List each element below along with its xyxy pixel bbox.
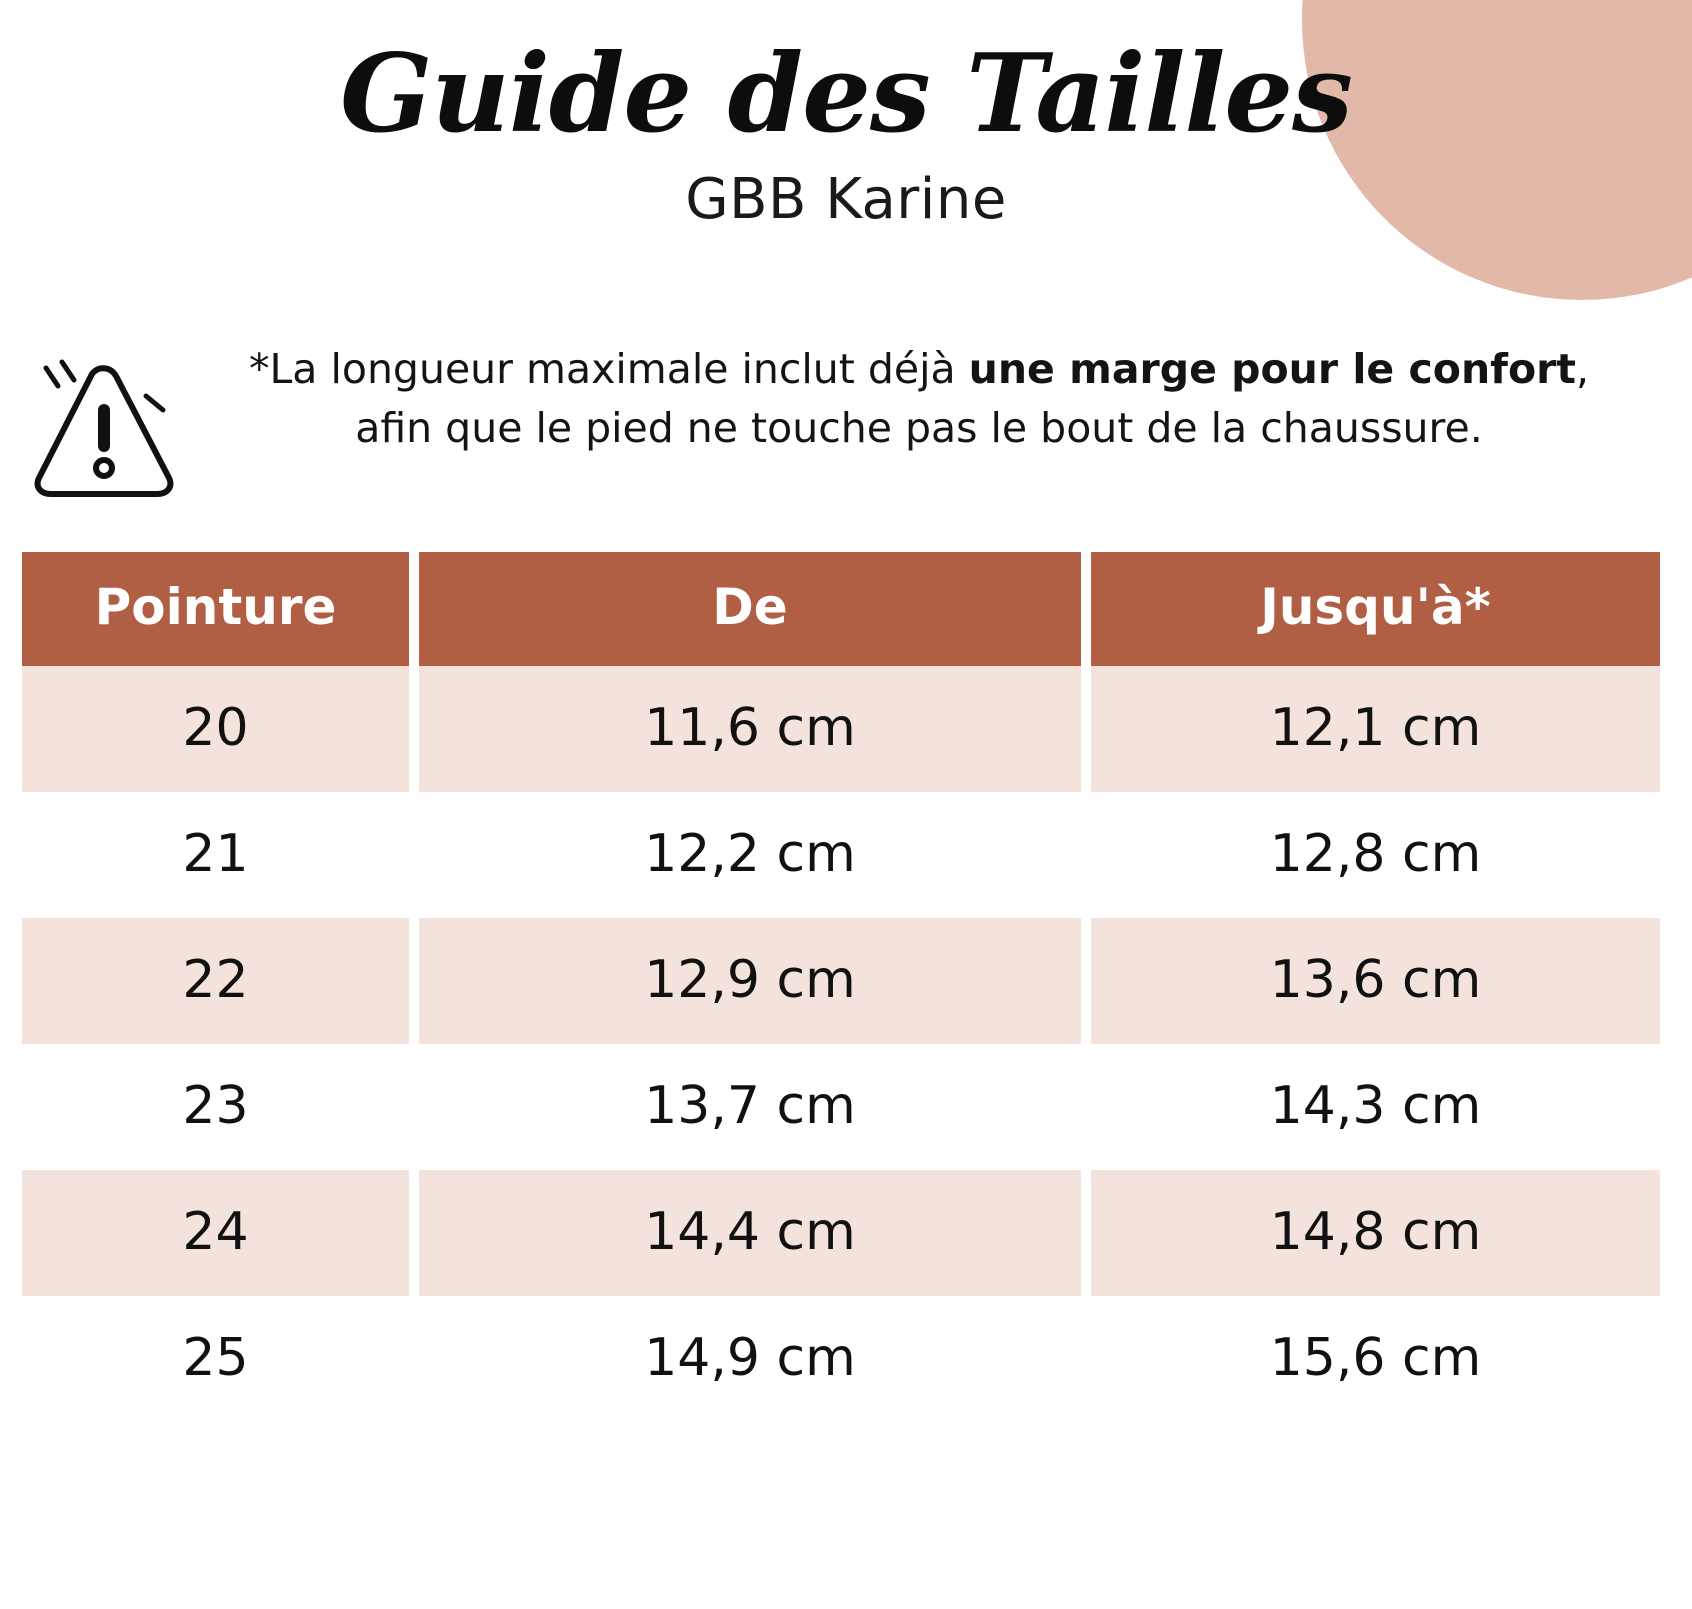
table-row: [22, 666, 1660, 792]
cell-jusqua: 15,6 cm: [1086, 1296, 1660, 1422]
note-part-2: ,: [1575, 345, 1590, 394]
page-title: Guide des Tailles: [340, 31, 1352, 157]
cell-pointure: 23: [22, 1044, 414, 1170]
page-subtitle: GBB Karine: [685, 167, 1007, 233]
cell-jusqua: 12,1 cm: [1086, 666, 1660, 792]
size-table: [22, 552, 1660, 1422]
table-header-row: [22, 552, 1660, 666]
cell-de: 11,6 cm: [414, 666, 1086, 792]
cell-pointure: 20: [22, 666, 414, 792]
comfort-note-text: [188, 340, 1668, 456]
cell-pointure: 22: [22, 918, 414, 1044]
note-part-1: *La longueur maximale inclut déjà: [248, 345, 969, 394]
warning-triangle-icon: [18, 340, 188, 506]
size-table-head: [22, 552, 1660, 666]
note-emphasis: une marge pour le confort: [968, 345, 1576, 394]
column-header-de: De: [414, 552, 1086, 666]
cell-de: 13,7 cm: [414, 1044, 1086, 1170]
cell-pointure: 21: [22, 792, 414, 918]
column-header-jusqua: Jusqu'à*: [1086, 552, 1660, 666]
table-row: [22, 792, 1660, 918]
comfort-note: [0, 340, 1692, 506]
table-row: [22, 1170, 1660, 1296]
cell-jusqua: 13,6 cm: [1086, 918, 1660, 1044]
cell-de: 14,4 cm: [414, 1170, 1086, 1296]
cell-pointure: 25: [22, 1296, 414, 1422]
cell-de: 12,2 cm: [414, 792, 1086, 918]
note-line-2: afin que le pied ne touche pas le bout de la chaussure.: [355, 403, 1483, 452]
table-row: [22, 1296, 1660, 1422]
cell-de: 14,9 cm: [414, 1296, 1086, 1422]
column-header-pointure: Pointure: [22, 552, 414, 666]
table-row: [22, 1044, 1660, 1170]
table-row: [22, 918, 1660, 1044]
cell-jusqua: 14,8 cm: [1086, 1170, 1660, 1296]
cell-de: 12,9 cm: [414, 918, 1086, 1044]
size-table-body: [22, 666, 1660, 1422]
cell-jusqua: 12,8 cm: [1086, 792, 1660, 918]
cell-pointure: 24: [22, 1170, 414, 1296]
cell-jusqua: 14,3 cm: [1086, 1044, 1660, 1170]
